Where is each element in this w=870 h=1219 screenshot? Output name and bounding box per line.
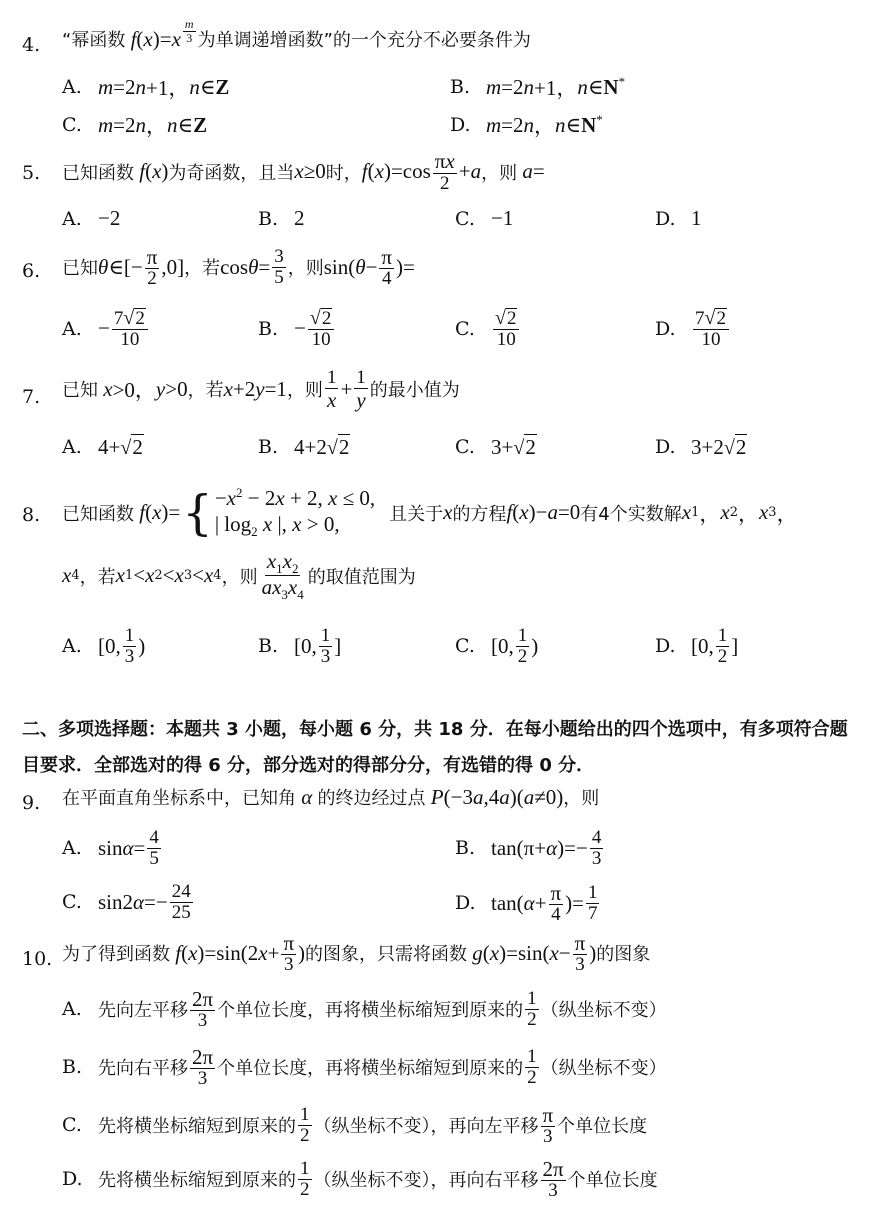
option-b[interactable]: B. 2 xyxy=(258,206,305,230)
question-number: 9. xyxy=(22,792,41,814)
option-d[interactable]: D. 1 xyxy=(655,206,702,230)
question-stem: 在平面直角坐标系中，已知角 α 的终边经过点 P (−3 a ,4 a )( a ≠0) ，则 xyxy=(62,784,600,809)
option-a[interactable]: A. sin α = $\frac{4}{5}$ xyxy=(62,827,159,869)
question-6 xyxy=(0,246,870,368)
question-number: 4. xyxy=(22,34,41,56)
option-a[interactable]: A. 先向左平移 $\frac{2\pi}{3}$ 个单位长度，再将横坐标缩短到原来的 $\frac{1}{2}$ （纵坐标不变） xyxy=(62,987,667,1032)
question-number: 10. xyxy=(22,948,53,970)
option-b[interactable]: B. [0, $\frac{1}{3}$ ] xyxy=(258,625,342,667)
question-number: 7. xyxy=(22,386,41,408)
question-stem: 已知 x >0， y >0 ，若 x +2 y =1 ，则 $\frac{1}{x}$ + $\frac{1}{y}$ 的最小值为 xyxy=(62,367,460,412)
question-stem: 为了得到函数 f ( x )=sin(2 x + $\frac{\pi}{3}$ ) 的图象，只需将函数 g ( x )=sin( x − $\frac{\pi}{3}$ ) 的图象 xyxy=(62,931,651,976)
question-stem: 已知函数 f ( x ) 为奇函数，且当 x ≥0 时， f ( x )=cos $\frac{\pi x}{2}$ + a ，则 a = xyxy=(62,149,545,194)
option-b[interactable]: B. − √ 2 10 xyxy=(258,308,336,350)
question-10 xyxy=(0,932,870,1212)
option-c[interactable]: C. √ 2 10 xyxy=(455,308,521,350)
question-number: 6. xyxy=(22,260,41,282)
option-d[interactable]: D. 3+2 √ 2 xyxy=(655,434,747,459)
option-d[interactable]: D. m =2 n ， n ∈N* xyxy=(450,112,603,138)
option-a[interactable]: A. 4+ √ 2 xyxy=(62,434,143,459)
option-c[interactable]: C. −1 xyxy=(455,206,514,230)
question-7 xyxy=(0,368,870,478)
option-b[interactable]: B. 先向右平移 $\frac{2\pi}{3}$ 个单位长度，再将横坐标缩短到原来的 $\frac{1}{2}$ （纵坐标不变） xyxy=(62,1045,667,1090)
option-a[interactable]: A. − 7 √ 2 10 xyxy=(62,308,150,350)
option-b[interactable]: B. tan(π+ α )=− $\frac{4}{3}$ xyxy=(455,827,602,869)
option-a[interactable]: A. [0, $\frac{1}{3}$ ) xyxy=(62,625,146,667)
question-4 xyxy=(0,17,870,142)
option-b[interactable]: B. 4+2 √ 2 xyxy=(258,434,350,459)
question-stem: 已知 θ ∈[− $\frac{\pi}{2}$ ,0] ，若 cos θ = $\frac{3}{5}$ ，则 sin( θ − $\frac{\pi}{4}$ )= xyxy=(62,245,415,290)
option-c[interactable]: C. 3+ √ 2 xyxy=(455,434,536,459)
question-5 xyxy=(0,150,870,240)
question-8 xyxy=(0,480,870,680)
option-d[interactable]: D. [0, $\frac{1}{2}$ ] xyxy=(655,625,739,667)
option-a[interactable]: A. m =2 n +1， n ∈Z xyxy=(62,74,230,100)
question-number: 5. xyxy=(22,162,41,184)
option-b[interactable]: B. m =2 n +1， n ∈N* xyxy=(450,74,626,100)
option-c[interactable]: C. [0, $\frac{1}{2}$ ) xyxy=(455,625,539,667)
option-c[interactable]: C. 先将横坐标缩短到原来的 $\frac{1}{2}$ （纵坐标不变），再向左平移 $\frac{\pi}{3}$ 个单位长度 xyxy=(62,1103,648,1148)
option-d[interactable]: D. 7 √ 2 10 xyxy=(655,308,731,350)
option-c[interactable]: C. m =2 n ， n ∈Z xyxy=(62,112,208,138)
question-stem: 已知函数 f ( x )= { $-x^2 - 2x + 2$, x ≤ 0, | $\log_2 x$ |, x > 0, 且关于 x 的方程 f ( x )− a =0 有4个实数解 x 1 ， x 2 ， x 3 ， xyxy=(62,484,798,541)
option-c[interactable]: C. sin2 α =− $\frac{24}{25}$ xyxy=(62,881,191,923)
question-stem-line-2: x 4 ，若 x 1 < x 2 < x 3 < x 4 ，则 $\frac{x_1x_2}{ax_3x_4}$ 的取值范围为 xyxy=(62,549,416,603)
option-d[interactable]: D. tan( α + $\frac{\pi}{4}$ )= $\frac{1}{7}$ xyxy=(455,881,598,926)
option-d[interactable]: D. 先将横坐标缩短到原来的 $\frac{1}{2}$ （纵坐标不变），再向右平移 $\frac{2\pi}{3}$ 个单位长度 xyxy=(62,1157,658,1202)
question-number: 8. xyxy=(22,504,41,526)
question-9 xyxy=(0,782,870,932)
question-stem: “幂函数 f ( x )= x $^{\frac{m}{3}}$ 为单调递增函数”的一个充分不必要条件为 xyxy=(62,17,531,52)
option-a[interactable]: A. −2 xyxy=(62,206,121,230)
section-2-header: 二、多项选择题：本题共 3 小题，每小题 6 分，共 18 分．在每小题给出的四个选项中，有多项符合题目要求．全部选对的得 6 分，部分选对的得部分分，有选错的得 0 分． xyxy=(22,719,848,776)
